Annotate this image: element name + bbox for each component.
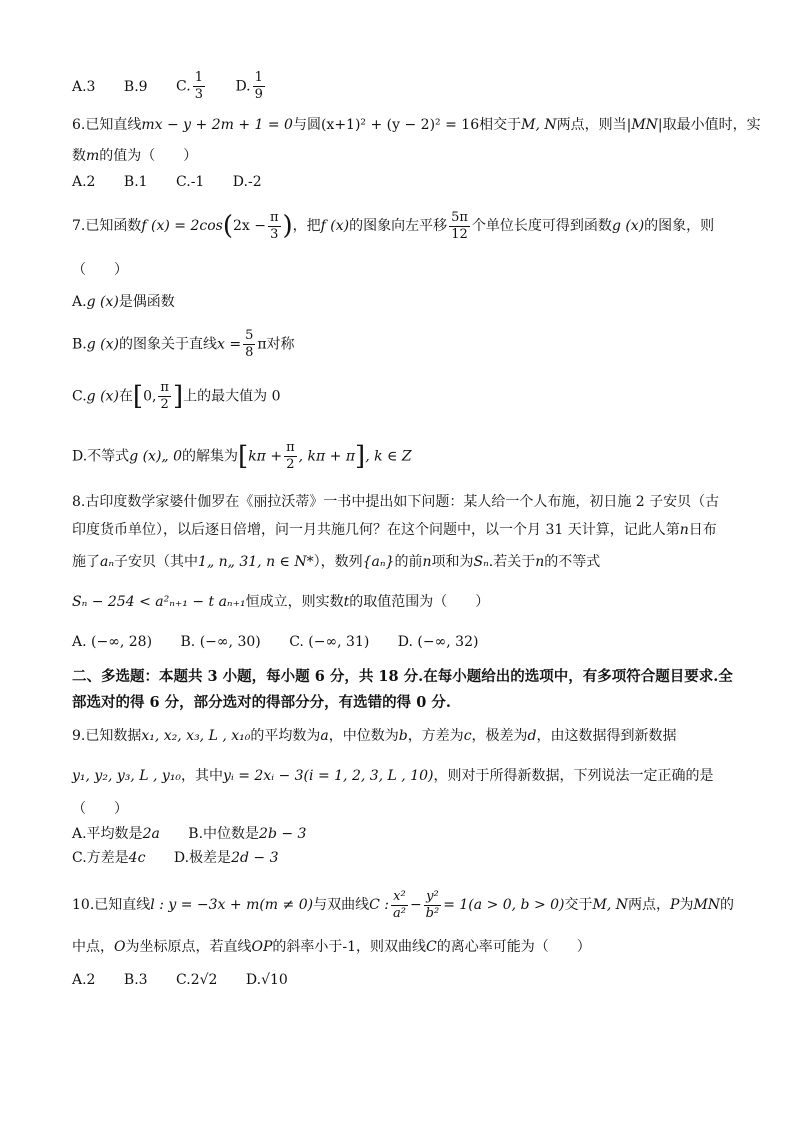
q8-sn: Sₙ bbox=[473, 554, 489, 570]
q5-option-c-den: 3 bbox=[194, 87, 203, 102]
q8-seq: {aₙ} bbox=[362, 554, 395, 570]
q8-options bbox=[72, 632, 734, 652]
q8-option-b: B. (−∞, 30) bbox=[180, 634, 261, 650]
q7-opt-b-gx: g (x) bbox=[86, 336, 119, 353]
q7-shift-num: 5π bbox=[451, 209, 468, 225]
q10-option-c bbox=[176, 970, 217, 990]
q10-opt-d-value: √10 bbox=[261, 972, 288, 988]
q9-option-b bbox=[188, 824, 306, 844]
q9-opt-b-value: 2b − 3 bbox=[259, 826, 307, 842]
q8-text-f: 的前 bbox=[394, 554, 423, 570]
q10-text-e: 为 bbox=[679, 897, 694, 913]
q7-opt-a-gx: g (x) bbox=[86, 294, 119, 310]
q5-option-a: A.3 bbox=[72, 78, 96, 95]
q10-option-a: A.2 bbox=[72, 972, 96, 988]
q10-text-f: 的 bbox=[720, 897, 735, 913]
q7-text-b: ，把 bbox=[292, 218, 321, 234]
q9-b: b bbox=[398, 728, 408, 744]
q10-opt-d-label: D. bbox=[245, 972, 262, 988]
q10-options bbox=[72, 970, 734, 990]
q10-o: O bbox=[114, 939, 126, 955]
q10-text-i: 的斜率小于-1，则双曲线 bbox=[272, 939, 427, 955]
q6-text-c: 相交于 bbox=[479, 117, 522, 133]
q6-text-e: 取最小值时，实 bbox=[662, 117, 761, 133]
q7-opt-d-ineq: g (x)„ 0 bbox=[129, 448, 183, 465]
q7-opt-d-num: π bbox=[286, 440, 295, 455]
q7-option-b bbox=[72, 328, 734, 360]
q8-text-e: ），数列 bbox=[313, 554, 363, 570]
q6-options bbox=[72, 172, 734, 192]
q8-line1: 8.古印度数学家婆什伽罗在《丽拉沃蒂》一书中提出如下问题：某人给一个人布施，初日施 2 子安贝（古 bbox=[72, 494, 720, 510]
q10-a2: a² bbox=[392, 905, 406, 921]
q8-text-b: 日布 bbox=[688, 522, 717, 538]
q9-opt-d-text: D.极差是 bbox=[173, 850, 232, 866]
q7-opt-d-k2: , kπ + π bbox=[298, 448, 356, 465]
q10-text-j: 的离心率可能为（ ） bbox=[436, 939, 591, 955]
q8-n2: n bbox=[422, 554, 432, 570]
q10-line2 bbox=[72, 937, 734, 957]
q6-circle-equation: (x+1)² + (y − 2)² = 16 bbox=[320, 117, 480, 133]
q8-n3: n bbox=[535, 554, 545, 570]
q10-text-d: 两点， bbox=[628, 897, 671, 913]
q6-var-m: m bbox=[86, 148, 100, 164]
q9-opt-c-text: C.方差是 bbox=[72, 850, 129, 866]
q9-text-b: 的平均数为 bbox=[250, 728, 321, 744]
q6-text-a: 6.已知直线 bbox=[72, 117, 142, 133]
q6-option-a: A.2 bbox=[72, 174, 96, 190]
q7-text-e: 的图象，则 bbox=[644, 218, 715, 234]
q5-option-d-den: 9 bbox=[254, 87, 263, 102]
q8-line2 bbox=[72, 520, 734, 540]
q8-t: t bbox=[343, 594, 350, 610]
q6-abs-mn: |MN| bbox=[626, 117, 663, 133]
q9-c: c bbox=[463, 728, 472, 744]
q8-line4 bbox=[72, 592, 734, 612]
q10-hyperbola-rest: = 1(a > 0, b > 0) bbox=[443, 897, 565, 913]
q9-line2 bbox=[72, 766, 734, 786]
q10-x2: x² bbox=[391, 889, 408, 906]
q5-option-c-prefix: C. bbox=[176, 78, 191, 95]
q10-c-label: C : bbox=[369, 897, 389, 913]
q7-opt-c-text: 在 bbox=[118, 388, 133, 405]
q7-opt-c-gx: g (x) bbox=[86, 388, 119, 405]
q9-data-x: x₁, x₂, x₃, L , x₁₀ bbox=[141, 728, 251, 744]
q9-data-y: y₁, y₂, y₃, L , y₁₀ bbox=[72, 768, 182, 784]
q7-fx2: f (x) bbox=[320, 218, 350, 234]
q7-three: 3 bbox=[270, 226, 279, 242]
q8-text-d: 子安贝（其中 bbox=[114, 554, 199, 570]
q9-opt-d-value: 2d − 3 bbox=[231, 850, 279, 866]
q10-opt-c-value: 2√2 bbox=[190, 972, 218, 988]
q5-option-c bbox=[176, 70, 207, 103]
q7-opt-c-tail: 上的最大值为 0 bbox=[183, 388, 281, 405]
q7-shift-den: 12 bbox=[451, 226, 468, 242]
q6-stem-line2 bbox=[72, 146, 734, 166]
q6-option-d: D.-2 bbox=[232, 174, 262, 190]
q7-opt-b-den: 8 bbox=[245, 345, 254, 360]
q10-text-c: 交于 bbox=[564, 897, 593, 913]
q7-opt-d-k1: kπ + bbox=[248, 448, 283, 465]
q7-option-c: C.g (x)在[0, $\frac{\pi}{2}$ ]上的最大值为 0 bbox=[72, 380, 281, 412]
q10-op: OP bbox=[251, 939, 273, 955]
q7-opt-b-num: 5 bbox=[245, 328, 254, 343]
q9-text-c: ，中位数为 bbox=[328, 728, 399, 744]
q8-an: aₙ bbox=[100, 554, 115, 570]
q7-opt-b-x: x = bbox=[216, 336, 242, 353]
q9-blank: （ ） bbox=[72, 801, 128, 817]
q7-opt-b-text: 的图象关于直线 bbox=[118, 336, 217, 353]
q10-line1 bbox=[72, 888, 734, 922]
q7-opt-c-num: π bbox=[160, 380, 169, 395]
q6-text-g: 的值为（ ） bbox=[99, 148, 198, 164]
q8-text-i: 的不等式 bbox=[544, 554, 601, 570]
q8-condition: 1„ n„ 31, n ∈ N* bbox=[198, 554, 314, 570]
q8-text-a: 印度货币单位），以后逐日倍增，问一月共施几何？在这个问题中，以一个月 31 天计算，记此人第 bbox=[72, 522, 680, 538]
q9-text-e: ，极差为 bbox=[471, 728, 528, 744]
q9-text-g: ，其中 bbox=[181, 768, 224, 784]
q8-text-k: 的取值范围为（ ） bbox=[349, 594, 490, 610]
q9-transform: yᵢ = 2xᵢ − 3(i = 1, 2, 3, L , 10) bbox=[223, 768, 434, 784]
q9-line1 bbox=[72, 726, 734, 746]
q9-options-row1 bbox=[72, 824, 734, 844]
q10-mn: M, N bbox=[592, 897, 629, 913]
q7-opt-b-label: B. bbox=[72, 336, 87, 353]
q5-option-d-prefix: D. bbox=[235, 78, 251, 95]
q9-text-f: ，由这数据得到新数据 bbox=[536, 728, 677, 744]
q10-line-eq: l : y = −3x + m(m ≠ 0) bbox=[150, 897, 314, 913]
q9-opt-c-value: 4c bbox=[128, 850, 146, 866]
q7-fx: f (x) = 2cos bbox=[141, 218, 223, 234]
q7-opt-d-label: D.不等式 bbox=[72, 448, 130, 465]
q9-text-d: ，方差为 bbox=[407, 728, 464, 744]
q10-text-g: 中点， bbox=[72, 939, 114, 955]
q8-n1: n bbox=[679, 522, 689, 538]
q10-text-a: 10.已知直线 bbox=[72, 897, 151, 913]
section2-heading: 二、多选题：本题共 3 小题，每小题 6 分，共 18 分.在每小题给出的选项中，有多项符合题目要求.全部选对的得 6 分，部分选对的得部分分，有选错的得 0 分. bbox=[72, 668, 733, 711]
q8-text-j: 恒成立，则实数 bbox=[245, 594, 344, 610]
q9-text-h: ，则对于所得新数据，下列说法一定正确的是 bbox=[433, 768, 714, 784]
q7-opt-d-tail: , k ∈ Z bbox=[365, 448, 412, 465]
q8-option-d: D. (−∞, 32) bbox=[397, 634, 479, 650]
q10-opt-c-label: C. bbox=[176, 972, 191, 988]
q6-option-c: C.-1 bbox=[176, 174, 205, 190]
q10-text-h: 为坐标原点，若直线 bbox=[125, 939, 252, 955]
q7-opt-d-text: 的解集为 bbox=[182, 448, 239, 465]
q10-text-b: 与双曲线 bbox=[313, 897, 370, 913]
q5-option-b: B.9 bbox=[123, 78, 148, 95]
q9-opt-a-text: A.平均数是 bbox=[72, 826, 143, 842]
q7-blank: （ ） bbox=[72, 262, 128, 278]
q9-text-a: 9.已知数据 bbox=[72, 728, 142, 744]
q7-text-d: 个单位长度可得到函数 bbox=[471, 218, 612, 234]
q6-points: M, N bbox=[521, 117, 557, 133]
q6-text-d: 两点，则当 bbox=[556, 117, 627, 133]
q9-opt-b-text: B.中位数是 bbox=[188, 826, 260, 842]
q7-gx: g (x) bbox=[611, 218, 645, 234]
q8-text-h: .若关于 bbox=[488, 554, 536, 570]
q6-option-b: B.1 bbox=[123, 174, 148, 190]
q5-option-d bbox=[235, 70, 266, 103]
q10-c: C bbox=[426, 939, 437, 955]
q7-opt-d-den: 2 bbox=[286, 457, 295, 472]
q8-text-c: 施了 bbox=[72, 554, 100, 570]
q8-line3 bbox=[72, 552, 734, 572]
q10-option-b: B.3 bbox=[123, 972, 148, 988]
q9-options-row2 bbox=[72, 848, 734, 868]
q10-mn2: MN bbox=[693, 897, 721, 913]
q7-opt-a-text: 是偶函数 bbox=[118, 294, 175, 310]
q10-p: P bbox=[670, 897, 680, 913]
q7-opt-a-label: A. bbox=[72, 294, 87, 310]
q10-b2: b² bbox=[425, 905, 440, 921]
q7-opt-c-den: 2 bbox=[160, 397, 169, 412]
q9-option-c bbox=[72, 848, 145, 868]
q6-stem-line1 bbox=[72, 115, 761, 135]
q5-option-c-num: 1 bbox=[194, 70, 203, 85]
q10-y2: y² bbox=[424, 889, 442, 906]
q9-option-a bbox=[72, 824, 160, 844]
q9-a: a bbox=[320, 728, 329, 744]
q7-arg: 2x − bbox=[232, 218, 266, 234]
q6-text-f: 数 bbox=[72, 148, 86, 164]
q6-text-b: 与圆 bbox=[292, 117, 321, 133]
q7-pi: π bbox=[269, 209, 279, 225]
q7-text-a: 7.已知函数 bbox=[72, 218, 142, 234]
q6-line-equation: mx − y + 2m + 1 = 0 bbox=[141, 117, 293, 133]
q5-option-d-num: 1 bbox=[254, 70, 263, 85]
q7-opt-c-label: C. bbox=[72, 388, 87, 405]
q9-opt-a-value: 2a bbox=[142, 826, 160, 842]
q10-minus: − bbox=[409, 897, 422, 913]
q8-option-c: C. (−∞, 31) bbox=[289, 634, 370, 650]
q7-option-d: D.不等式g (x)„ 0的解集为[kπ + $\frac{\pi}{2}$ , kπ + π], k ∈ Z bbox=[72, 440, 412, 472]
q7-opt-c-left: 0, bbox=[143, 388, 157, 405]
q9-d: d bbox=[527, 728, 537, 744]
q5-options bbox=[72, 70, 734, 100]
q7-stem: 7.已知函数f (x) = 2cos(2x − $\frac{\pi}{3}$ )，把f (x)的图象向左平移 $\frac{5\pi}{12}$ 个单位长度可得到函数g (x)的图象，则 bbox=[72, 209, 715, 242]
q7-opt-b-tail: π对称 bbox=[257, 336, 295, 353]
q9-option-d bbox=[174, 848, 279, 868]
q8-option-a: A. (−∞, 28) bbox=[72, 634, 153, 650]
q8-inequality: Sₙ − 254 < a²ₙ₊₁ − t aₙ₊₁ bbox=[72, 594, 246, 610]
q7-text-c: 的图象向左平移 bbox=[349, 218, 448, 234]
q8-text-g: 项和为 bbox=[431, 554, 474, 570]
q10-option-d bbox=[246, 970, 288, 990]
q7-option-a bbox=[72, 292, 734, 312]
